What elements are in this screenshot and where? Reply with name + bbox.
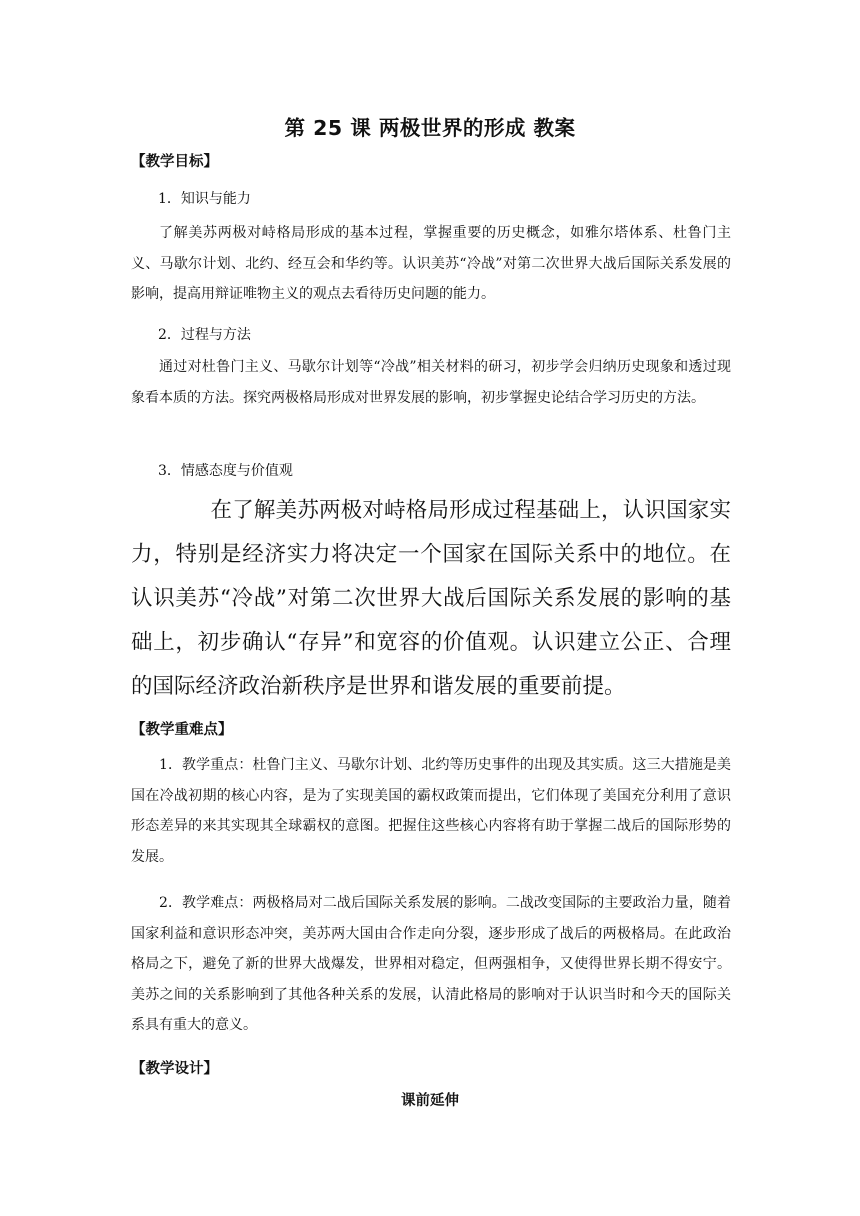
subsection-title: 课前延伸	[401, 1093, 459, 1109]
objective-3-text: 在了解美苏两极对峙格局形成过程基础上，认识国家实力，特别是经济实力将决定一个国家在国际关系中的地位。在认识美苏“冷战”对第二次世界大战后国际关系发展的影响的基础上，初步确认“存异”和宽容的价值观。认识建立公正、合理的国际经济政治新秩序是世界和谐发展的重要前提。	[131, 498, 731, 699]
objective-1-text: 了解美苏两极对峙格局形成的基本过程，掌握重要的历史概念，如雅尔塔体系、杜鲁门主义、马歇尔计划、北约、经互会和华约等。认识美苏“冷战”对第二次世界大战后国际关系发展的影响，提高用辩证唯物主义的观点去看待历史问题的能力。	[131, 225, 731, 302]
section-heading-design: 【教学设计】	[131, 1061, 218, 1077]
document-title: 第 25 课 两极世界的形成 教案	[284, 116, 576, 140]
objective-1-title: 1．知识与能力	[158, 191, 251, 207]
difficult-point-text: 2．教学难点：两极格局对二战后国际关系发展的影响。二战改变国际的主要政治力量，随着国家利益和意识形态冲突，美苏两大国由合作走向分裂，逐步形成了战后的两极格局。在此政治格局之下，避免了新的世界大战爆发，世界相对稳定，但两强相争，又使得世界长期不得安宁。美苏之间的关系影响到了其他各种关系的发展，认清此格局的影响对于认识当时和今天的国际关系具有重大的意义。	[131, 895, 731, 1033]
section-heading-objectives: 【教学目标】	[131, 154, 218, 170]
objective-2-title: 2．过程与方法	[158, 327, 251, 343]
objective-3-title: 3．情感态度与价值观	[158, 463, 293, 479]
section-heading-key-points: 【教学重难点】	[131, 722, 233, 738]
objective-2-text: 通过对杜鲁门主义、马歇尔计划等“冷战”相关材料的研习，初步学会归纳历史现象和透过现象看本质的方法。探究两极格局形成对世界发展的影响，初步掌握史论结合学习历史的方法。	[131, 359, 731, 406]
key-point-text: 1．教学重点：杜鲁门主义、马歇尔计划、北约等历史事件的出现及其实质。这三大措施是美国在冷战初期的核心内容，是为了实现美国的霸权政策而提出，它们体现了美国充分利用了意识形态差异的来其实现其全球霸权的意图。把握住这些核心内容将有助于掌握二战后的国际形势的发展。	[131, 757, 731, 865]
